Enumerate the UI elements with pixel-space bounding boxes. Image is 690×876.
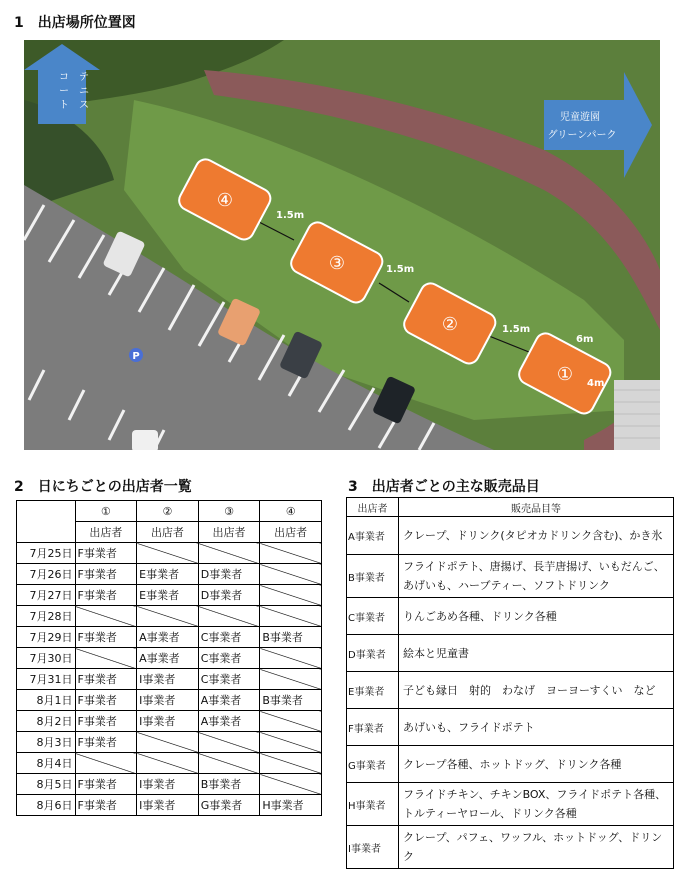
slot-header: ② — [137, 501, 199, 522]
distance-label-3-2: 1.5m — [386, 264, 415, 275]
schedule-cell-vendor: F事業者 — [75, 732, 137, 753]
schedule-row — [17, 795, 322, 816]
schedule-cell-empty — [260, 753, 322, 774]
schedule-cell-vendor: F事業者 — [75, 795, 137, 816]
schedule-cell-vendor: F事業者 — [75, 543, 137, 564]
schedule-cell-vendor: A事業者 — [137, 627, 199, 648]
schedule-date: 7月29日 — [17, 627, 76, 648]
goods-row — [347, 635, 674, 672]
schedule-cell-vendor: D事業者 — [198, 564, 260, 585]
schedule-cell-empty — [260, 564, 322, 585]
schedule-date: 8月6日 — [17, 795, 76, 816]
park-arrow-line1: 児童遊園 — [560, 112, 600, 123]
schedule-header-slots — [17, 501, 322, 522]
goods-row — [347, 598, 674, 635]
schedule-cell-empty — [137, 606, 199, 627]
schedule-cell-vendor: H事業者 — [260, 795, 322, 816]
goods-header-vendor: 出店者 — [347, 498, 399, 517]
goods-vendor: I事業者 — [347, 826, 399, 869]
goods-row — [347, 709, 674, 746]
goods-vendor: F事業者 — [347, 709, 399, 746]
schedule-row — [17, 669, 322, 690]
role-header: 出店者 — [75, 522, 137, 543]
role-header: 出店者 — [198, 522, 260, 543]
schedule-cell-vendor: I事業者 — [137, 711, 199, 732]
schedule-cell-vendor: C事業者 — [198, 627, 260, 648]
schedule-row — [17, 564, 322, 585]
schedule-cell-vendor: A事業者 — [137, 648, 199, 669]
schedule-cell-vendor: A事業者 — [198, 711, 260, 732]
schedule-cell-vendor: C事業者 — [198, 648, 260, 669]
goods-vendor: G事業者 — [347, 746, 399, 783]
schedule-date: 8月3日 — [17, 732, 76, 753]
schedule-row — [17, 543, 322, 564]
slot-header: ① — [75, 501, 137, 522]
slot-header: ④ — [260, 501, 322, 522]
schedule-row — [17, 774, 322, 795]
schedule-cell-vendor: I事業者 — [137, 774, 199, 795]
schedule-cell-vendor: I事業者 — [137, 669, 199, 690]
booth-depth-label: 4m — [587, 378, 605, 389]
schedule-date: 8月5日 — [17, 774, 76, 795]
goods-vendor: E事業者 — [347, 672, 399, 709]
schedule-cell-empty — [260, 648, 322, 669]
role-header: 出店者 — [137, 522, 199, 543]
goods-vendor: B事業者 — [347, 555, 399, 598]
schedule-row — [17, 753, 322, 774]
schedule-cell-empty — [198, 543, 260, 564]
goods-items: フライドポテト、唐揚げ、長芋唐揚げ、いもだんご、あげいも、ハーブティー、ソフトドリンク — [399, 555, 674, 598]
goods-vendor: D事業者 — [347, 635, 399, 672]
goods-row — [347, 783, 674, 826]
goods-items: 子ども縁日 射的 わなげ ヨーヨーすくい など — [399, 672, 674, 709]
goods-items: クレープ、パフェ、ワッフル、ホットドッグ、ドリンク — [399, 826, 674, 869]
schedule-cell-vendor: I事業者 — [137, 795, 199, 816]
schedule-date: 7月26日 — [17, 564, 76, 585]
schedule-cell-empty — [137, 753, 199, 774]
schedule-row — [17, 690, 322, 711]
schedule-date: 8月4日 — [17, 753, 76, 774]
schedule-date: 7月25日 — [17, 543, 76, 564]
schedule-cell-empty — [75, 753, 137, 774]
schedule-cell-empty — [260, 711, 322, 732]
aerial-map — [24, 40, 660, 450]
schedule-cell-empty — [198, 732, 260, 753]
schedule-cell-empty — [198, 606, 260, 627]
schedule-date: 7月27日 — [17, 585, 76, 606]
schedule-cell-empty — [260, 543, 322, 564]
goods-vendor: H事業者 — [347, 783, 399, 826]
slot-header: ③ — [198, 501, 260, 522]
svg-text:P: P — [132, 351, 140, 362]
goods-items: クレープ各種、ホットドッグ、ドリンク各種 — [399, 746, 674, 783]
schedule-cell-empty — [260, 774, 322, 795]
schedule-row — [17, 606, 322, 627]
schedule-cell-vendor: F事業者 — [75, 774, 137, 795]
goods-items: 絵本と児童書 — [399, 635, 674, 672]
schedule-cell-vendor: B事業者 — [260, 690, 322, 711]
schedule-row — [17, 648, 322, 669]
role-header: 出店者 — [260, 522, 322, 543]
schedule-cell-vendor: F事業者 — [75, 690, 137, 711]
goods-items: クレープ、ドリンク(タピオカドリンク含む)、かき氷 — [399, 517, 674, 555]
svg-text:②: ② — [441, 314, 459, 335]
schedule-cell-vendor: B事業者 — [260, 627, 322, 648]
aerial-map-drawing — [24, 40, 660, 450]
schedule-date: 8月2日 — [17, 711, 76, 732]
schedule-cell-empty — [137, 732, 199, 753]
goods-header-row — [347, 498, 674, 517]
booth-width-label: 6m — [576, 334, 594, 345]
schedule-row — [17, 627, 322, 648]
schedule-cell-vendor: F事業者 — [75, 564, 137, 585]
schedule-date: 7月31日 — [17, 669, 76, 690]
goods-row — [347, 672, 674, 709]
goods-row — [347, 746, 674, 783]
schedule-cell-vendor: E事業者 — [137, 585, 199, 606]
goods-row — [347, 555, 674, 598]
svg-text:④: ④ — [216, 190, 234, 211]
schedule-cell-empty — [260, 732, 322, 753]
schedule-cell-vendor: A事業者 — [198, 690, 260, 711]
schedule-cell-empty — [260, 585, 322, 606]
schedule-cell-empty — [75, 648, 137, 669]
goods-vendor: C事業者 — [347, 598, 399, 635]
schedule-date: 7月28日 — [17, 606, 76, 627]
goods-section-title: 3 出店者ごとの主な販売品目 — [348, 479, 540, 495]
schedule-cell-vendor: B事業者 — [198, 774, 260, 795]
schedule-date: 8月1日 — [17, 690, 76, 711]
goods-row — [347, 517, 674, 555]
goods-vendor: A事業者 — [347, 517, 399, 555]
svg-text:①: ① — [556, 364, 574, 385]
schedule-cell-empty — [75, 606, 137, 627]
schedule-cell-vendor: G事業者 — [198, 795, 260, 816]
schedule-cell-empty — [198, 753, 260, 774]
schedule-cell-vendor: C事業者 — [198, 669, 260, 690]
park-arrow-line2: グリーンパーク — [547, 130, 617, 141]
distance-label-2-1: 1.5m — [502, 324, 531, 335]
goods-header-items: 販売品目等 — [399, 498, 674, 517]
schedule-row — [17, 732, 322, 753]
schedule-date: 7月30日 — [17, 648, 76, 669]
schedule-row — [17, 711, 322, 732]
schedule-cell-vendor: E事業者 — [137, 564, 199, 585]
schedule-cell-vendor: I事業者 — [137, 690, 199, 711]
map-section-title: 1 出店場所位置図 — [14, 15, 136, 31]
goods-row — [347, 826, 674, 869]
schedule-row — [17, 585, 322, 606]
schedule-cell-vendor: F事業者 — [75, 669, 137, 690]
schedule-cell-vendor: F事業者 — [75, 585, 137, 606]
schedule-cell-vendor: F事業者 — [75, 711, 137, 732]
goods-items: あげいも、フライドポテト — [399, 709, 674, 746]
goods-table — [346, 497, 674, 869]
parking-icon — [129, 348, 143, 362]
schedule-corner — [17, 501, 76, 543]
goods-items: フライドチキン、チキンBOX、フライドポテト各種、トルティーヤロール、ドリンク各種 — [399, 783, 674, 826]
schedule-cell-empty — [260, 606, 322, 627]
schedule-cell-empty — [137, 543, 199, 564]
tennis-court-label: テニスコート — [59, 72, 89, 111]
goods-items: りんごあめ各種、ドリンク各種 — [399, 598, 674, 635]
distance-label-4-3: 1.5m — [276, 210, 305, 221]
schedule-cell-vendor: F事業者 — [75, 627, 137, 648]
schedule-cell-vendor: D事業者 — [198, 585, 260, 606]
svg-text:③: ③ — [328, 253, 346, 274]
schedule-section-title: 2 日にちごとの出店者一覧 — [14, 479, 192, 495]
schedule-cell-empty — [260, 669, 322, 690]
schedule-table — [16, 500, 322, 816]
